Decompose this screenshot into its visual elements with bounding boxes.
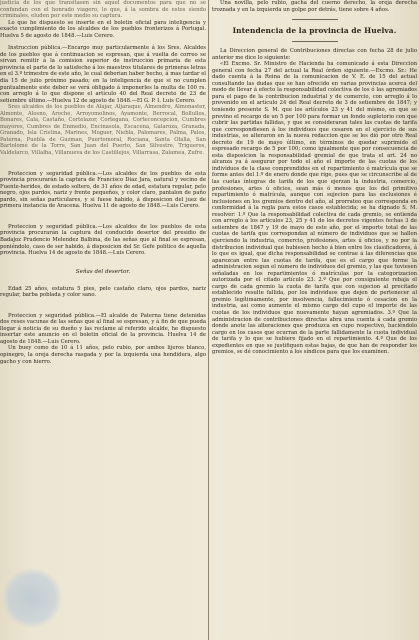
paragraph: Proteccion y seguridad pública.—Los alcaldes de los pueblos de esta provincia procurarán la captura de Francisco Diaz Jara, natural y vecino de Fuente-heridos, de estado soltero, de 31 años de edad, estatura regular, pelo negro, ojos pardos, nariz y frente pequeños, y color claro, pantalon de paño pardo, sin señas particulares, y si fuese habido, á disposicion del juez de primera instancia de Aracena. Huelva 11 de agosto de 1848.—Luis Cerero. <box>0 170 206 210</box>
library-stamp <box>2 568 62 628</box>
paragraph: Instruccion pública.—Encargo muy particularmente á los Sres. Alcaldes de los pueblos que á continuacion se espresan, que á vuelta de correo se sirvan remitir á la comision superior de instruccion primaria de esta provincia el parte de lo satisfecho á los maestros titulares de primeras letras en el 3.º trimestre de este año, le cual deberian haber hecho, á mas tardar el dia 15 de julio próximo pasado; en la inteligencia de que si no cumplen puntualmente este deber se verá obligado á imponerles la multa de 100 rs. con arreglo á lo que dispone el artículo 40 del Real decreto de 23 de setiembre último.—Huelva 12 de agosto de 1848.—El G. P. I. Luis Cerero. <box>0 45 206 104</box>
left-column <box>0 0 206 640</box>
paragraph: justicia de los que transitasen sin aquel documentos para que no se confundan con el honrado viagero, lo que, á la sombra de estos siendo criminales, eluden por este medio su captura. <box>0 0 206 20</box>
paragraph: Sres alcaldes de los pueblos de Alajar, Aljaraque, Almendro, Almonaster, Almonte, Alosno, Aroche, Arroyomolinos, Ayamonte, Berrocal, Bollullos, Bonares, Cala, Castaño, Cortelazor, Cortegana, Corteconcepcion, Cumbres mayores, Cumbres de Enmedio, Encinasola, Escacena, Galaroza, Granada, Granado, Isla Cristina, Marines, Moguer, Niebla, Palomares, Palma, Palos, Paterna, Puebla de Guzman, Puertomoral, Rociana, Santa Olalla, San Bartolomé de la Torre, San Juan del Puerto, San Silvestre, Trigueros, Valdelarco, Villalba, Villanueva de los Castillejos, Villarrasa, Zalamea, Zufre. <box>0 104 206 157</box>
paragraph: Un buey como de 10 á 11 años, pelo rubio, por ambos lijeros blanco, opinegro, la oreja derecha rasgada y por la izquierda una hendidura, algo gacho y con hierro. <box>0 345 206 365</box>
paragraph: Proteccion y seguridad pública.—El alcalde de Paterna tiene detenidas dos reses vacunas de las señas que al final se espresan, y á fin de que pueda llegar á noticia de su dueño y las reclame al referido alcalde, he dispuesto insertar este anuncio en el boletin oficial de la provincia. Huelva 14 de agosto de 1848.—Luis Cerero. <box>0 312 206 345</box>
section-heading: Intendencia de la provincia de Huelva. <box>232 26 397 36</box>
paragraph: Lo que he dispuesto se inserte en el boletin oficial para inteligencia y exacto cumplimiento de los alcaldes de los pueblos fronterizos á Portugal. Huelva 5 de agosto de 1848.—Luis Cerero. <box>0 19 206 39</box>
section-rule <box>292 19 338 20</box>
paragraph: Una novilla, pelo rubio, gacha del cuerno derecho, la oreja derecha troznada y en la izquierda un golpe por detrás, tiene sobre 4 años. <box>212 0 417 13</box>
paragraph: Edad 25 años, estatura 5 pies, pelo castaño claro, ojos pardos, nariz regular, barba poblada y color sano. <box>0 285 206 299</box>
column-divider <box>208 0 209 640</box>
section-rule <box>292 41 338 42</box>
paragraph: La Direccion general de Contribuciones directas con fecha 28 de julio anterior me dice lo siguiente: <box>212 48 417 61</box>
paragraph: Proteccion y seguridad pública.—Los alcaldes de los pueblos de esta provincia procurarán la captura del conducido desertor del presidio de Badajoz Prudencio Melendez Balbina, de las señas que al final se espresan, poniéndolo, caso de ser habido, á disposicion del Sr. Gefe político de aquella provincia. Huelva 14 de agosto de 1848.—Luis Cerero. <box>0 223 206 257</box>
right-column <box>212 0 417 640</box>
section-subheading: Señas del desertor. <box>75 268 131 275</box>
paragraph: «El Excmo. Sr. Ministro de Hacienda ha comunicado á esta Direccion general con fecha 27 del actual la Real órden siguiente.—Excmo. Sr.: He dado cuenta á la Reina de la comunicacion de V. E. de 15 del actual consultando las dudas que se han ofrecido en varias provincias acerca del modo de llevar á efecto la responsabilidad colectiva de los ó las agremiados para el pago de la contribucion industrial y de comercio, con arreglo á lo prevenido en el artículo 24 del Real decreto de 3 de setiembre de 1847; y teniendo presente S. M. que los artículos 23 y 41 del mismo, en que se previno el recargo de un 5 por 100 para formar un fondo supletorio con que cubrir las partidas fallidas, y que se consideraran tales las cuotas de tarifa que correspondiesen á los individuos que cesaren en el ejercicio de sus industrias, se alteraron en la nueva redaccion que se les dió por otro Real decreto de 19 de mayo último, en términos de quedar suprimido el espresado recargo de 5 por 100; como igualmente que por consecuencia de esta disposicion la responsabilidad gremial de que trata el art. 24 no alcanza ya á asegurar por todo el año el importe de las cuotas de los individuos de la clase comprendidos en el repartimiento ó matrícula que se forme antes del 1.º de enero donde que rige, pues que se circunscribe al de las cuotas íntegras de tarifa de los que ejerzan la industria, comercio, profesiones, artes ú oficios, sean más ó menos que los del primitivo repartimiento ó matrícula, aunque con sujecion para las esclusiones é inclusiones en los gremios dentro del año, al prorrateo que corresponda en conformidad á la regla para estos casos establecida; se ha dignado S. M. resolver: 1.º Que la responsabilidad colectiva de cada gremio, se entienda con arreglo á los artículos 23, 25 y 41 de los decretos vigentes fechas 3 de setiembre de 1847 y 19 de mayo de este año, por el importe total de las cuotas de tarifa que correspondan al número de individuos que se hallen ejerciendo la industria, comercio, profesiones, artes ú oficios, y no por la distribucion individual que hubiesen hecho á bien entre los clasificadores, á lo que es igual, que dicha responsabilidad se contrae á las diferencias que aparezcan entre las cuotas de tarifa, que es el cargo que forme la administracion segun el número de individuos del gremio, y las que tuviesen señaladas en los repartimientos ó matrículas por la categorizacion autorizada por el citado artículo 23. 2.º Que por consiguiente rebaja el cargo de cada gremio la cuota de tarifa que con sujecion al precitado establecido resulte fallida, por los individuos que dejen de pertenecer al gremio legítimamente, por insolvencia, fallecimiento ó cesacion en la industria, asi como aumente el mismo cargo del cupo el importe de las cuotas de los individuos que nuevamente hayan agremiados. 3.º Que la administracion de contribuciones directas abra una cuenta á cada gremio donde anote las alteraciones que produzca en cupo respectivo, haciéndolo cargo en los casos que ocurran de la parte fallidamente la cuota individual de tarifa y lo que se hubiere fijado en el repartimiento. 4.º Que de los expedientes en que se justifiquen estas bajas, de que han de responder los gremios, se dé conocimiento á los síndicos para que los examinen. <box>212 61 417 356</box>
